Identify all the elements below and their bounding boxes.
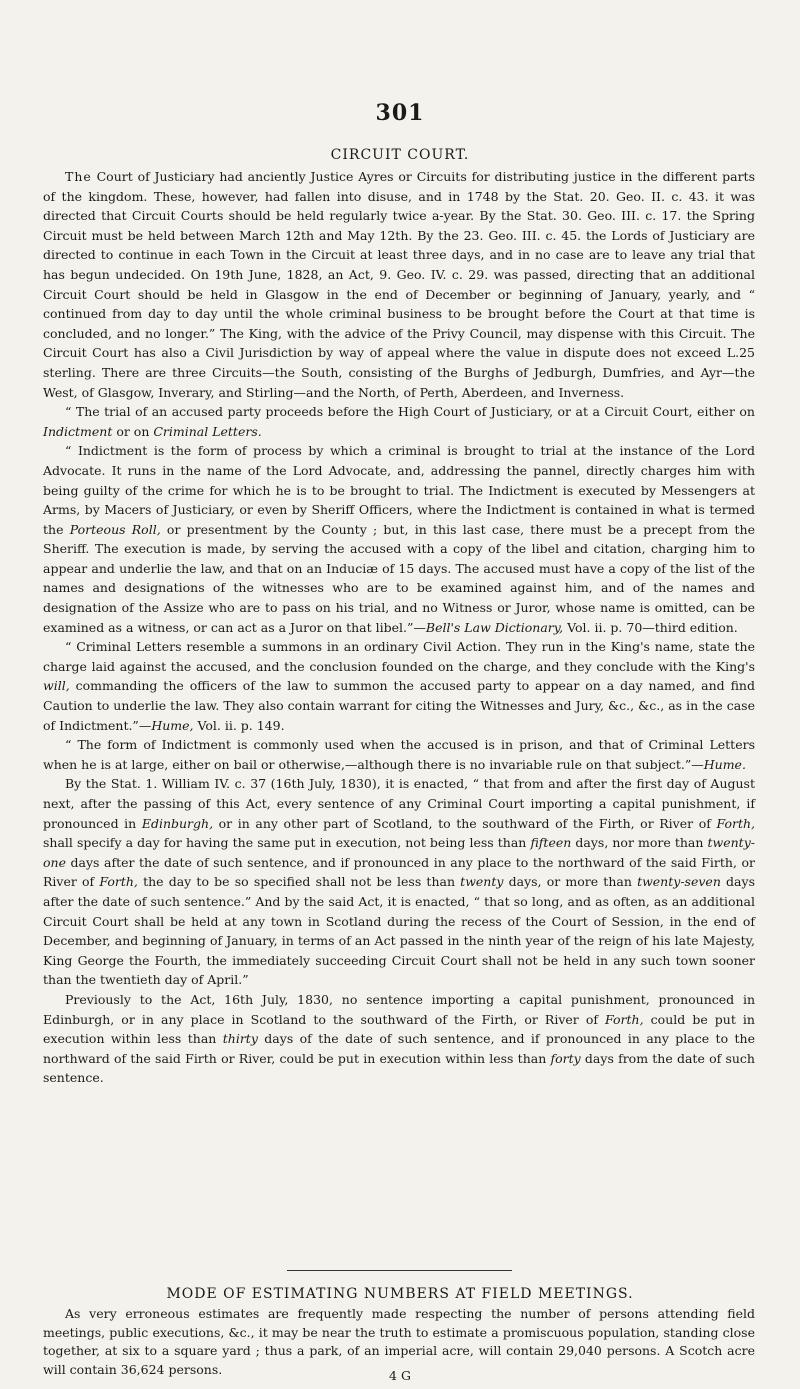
section-title-circuit-court: CIRCUIT COURT. (330, 147, 470, 163)
paragraph-3: “ Indictment is the form of process by which a criminal is brought to trial at the instance of the Lord Advocate. It runs in the name of the Lord Advocate, and, addressing the pannel, directly charges him with being guilty of the crime for which he is to be brought to trial. The Indictment is executed by Messengers at Arms, by Macers of Justiciary, or even by Sheriff Officers, where the Indictment is contained in what is termed the Porteous Roll, or presentment by the County ; but, in this last case, there must be a precept from the Sheriff. The execution is made, by serving the accused with a copy of the libel and citation, charging him to appear and underlie the law, and that on an Induciæ of 15 days. The accused must have a copy of the list of the names and designations of the witnesses who are to be examined against him, and of the names and designation of the Assize who are to pass on his trial, and no Witness or Juror, whose name is omitted, can be examined as a witness, or can act as a Juror on that libel.”—Bell's Law Dictionary, Vol. ii. p. 70—third edition. (43, 443, 755, 635)
circuit-court-body (43, 167, 755, 1088)
section-title-field-meetings: MODE OF ESTIMATING NUMBERS AT FIELD MEETINGS. (166, 1286, 634, 1302)
paragraph-field-meetings: As very erroneous estimates are frequently made respecting the number of persons attending field meetings, public executions, &c., it may be near the truth to estimate a promiscuous population, standing close together, at six to a square yard ; thus a park, of an imperial acre, will contain 29,040 persons. A Scotch acre will contain 36,624 persons. (43, 1306, 755, 1377)
paragraph-6: By the Stat. 1. William IV. c. 37 (16th July, 1830), it is enacted, “ that from and after the first day of August next, after the passing of this Act, every sentence of any Criminal Court importing a capital punishment, if pronounced in Edinburgh, or in any other part of Scotland, to the southward of the Firth, or River of Forth, shall specify a day for having the same put in execution, not being less than fifteen days, nor more than twenty-one days after the date of such sentence, and if pronounced in any place to the northward of the said Firth, or River of Forth, the day to be so specified shall not be less than twenty days, or more than twenty-seven days after the date of such sentence.” And by the said Act, it is enacted, “ that so long, and as often, as an additional Circuit Court shall be held at any town in Scotland during the recess of the Court of Session, in the end of December, and beginning of January, in terms of an Act passed in the ninth year of the reign of his late Majesty, King George the Fourth, the immediately succeeding Circuit Court shall not be held in any such town sooner than the twentieth day of April.” (43, 776, 756, 988)
signature-mark: 4 G (389, 1368, 411, 1383)
lead-word: The (65, 169, 92, 184)
paragraph-2: “ The trial of an accused party proceeds before the High Court of Justiciary, or at a Circuit Court, either on Indictment or on Criminal Letters. (43, 404, 755, 439)
paragraph-7: Previously to the Act, 16th July, 1830, no sentence importing a capital punishment, pronounced in Edinburgh, or in any place in Scotland to the southward of the Firth, or River of Forth, could be put in execution within less than thirty days of the date of such sentence, and if pronounced in any place to the northward of the said Firth or River, could be put in execution within less than forty days from the date of such sentence. (43, 991, 755, 1086)
page-number: 301 (375, 100, 425, 126)
paragraph-4: “ Criminal Letters resemble a summons in an ordinary Civil Action. They run in the King's name, state the charge laid against the accused, and the conclusion founded on the charge, and they conclude with the King's will, commanding the officers of the law to summon the accused party to appear on a day named, and find Caution to underlie the law. They also contain warrant for citing the Witnesses and Jury, &c., &c., as in the case of Indictment.”—Hume, Vol. ii. p. 149. (43, 639, 755, 733)
section-divider (287, 1270, 512, 1271)
paragraph-5: “ The form of Indictment is commonly used when the accused is in prison, and that of Criminal Letters when he is at large, either on bail or otherwise,—although there is no invariable rule on that subject.”—Hume. (43, 737, 755, 772)
paragraph-1: The Court of Justiciary had anciently Justice Ayres or Circuits for distributing justice in the different parts of the kingdom. These, however, had fallen into disuse, and in 1748 by the Stat. 20. Geo. II. c. 43. it was directed that Circuit Courts should be held regularly twice a-year. By the Stat. 30. Geo. III. c. 17. the Spring Circuit must be held between March 12th and May 12th. By the 23. Geo. III. c. 45. the Lords of Justiciary are directed to continue in each Town in the Circuit at least three days, and in no case are to leave any trial that has begun undecided. On 19th June, 1828, an Act, 9. Geo. IV. c. 29. was passed, directing that an additional Circuit Court should be held in Glasgow in the end of December or beginning of January, yearly, and “ continued from day to day until the whole criminal business to be brought before the Court at that time is concluded, and no longer.” The King, with the advice of the Privy Council, may dispense with this Circuit. The Circuit Court has also a Civil Jurisdiction by way of appeal where the value in dispute does not exceed L.25 sterling. There are three Circuits—the South, consisting of the Burghs of Jedburgh, Dumfries, and Ayr—the West, of Glasgow, Inverary, and Stirling—and the North, of Perth, Aberdeen, and Inverness. (43, 169, 755, 400)
